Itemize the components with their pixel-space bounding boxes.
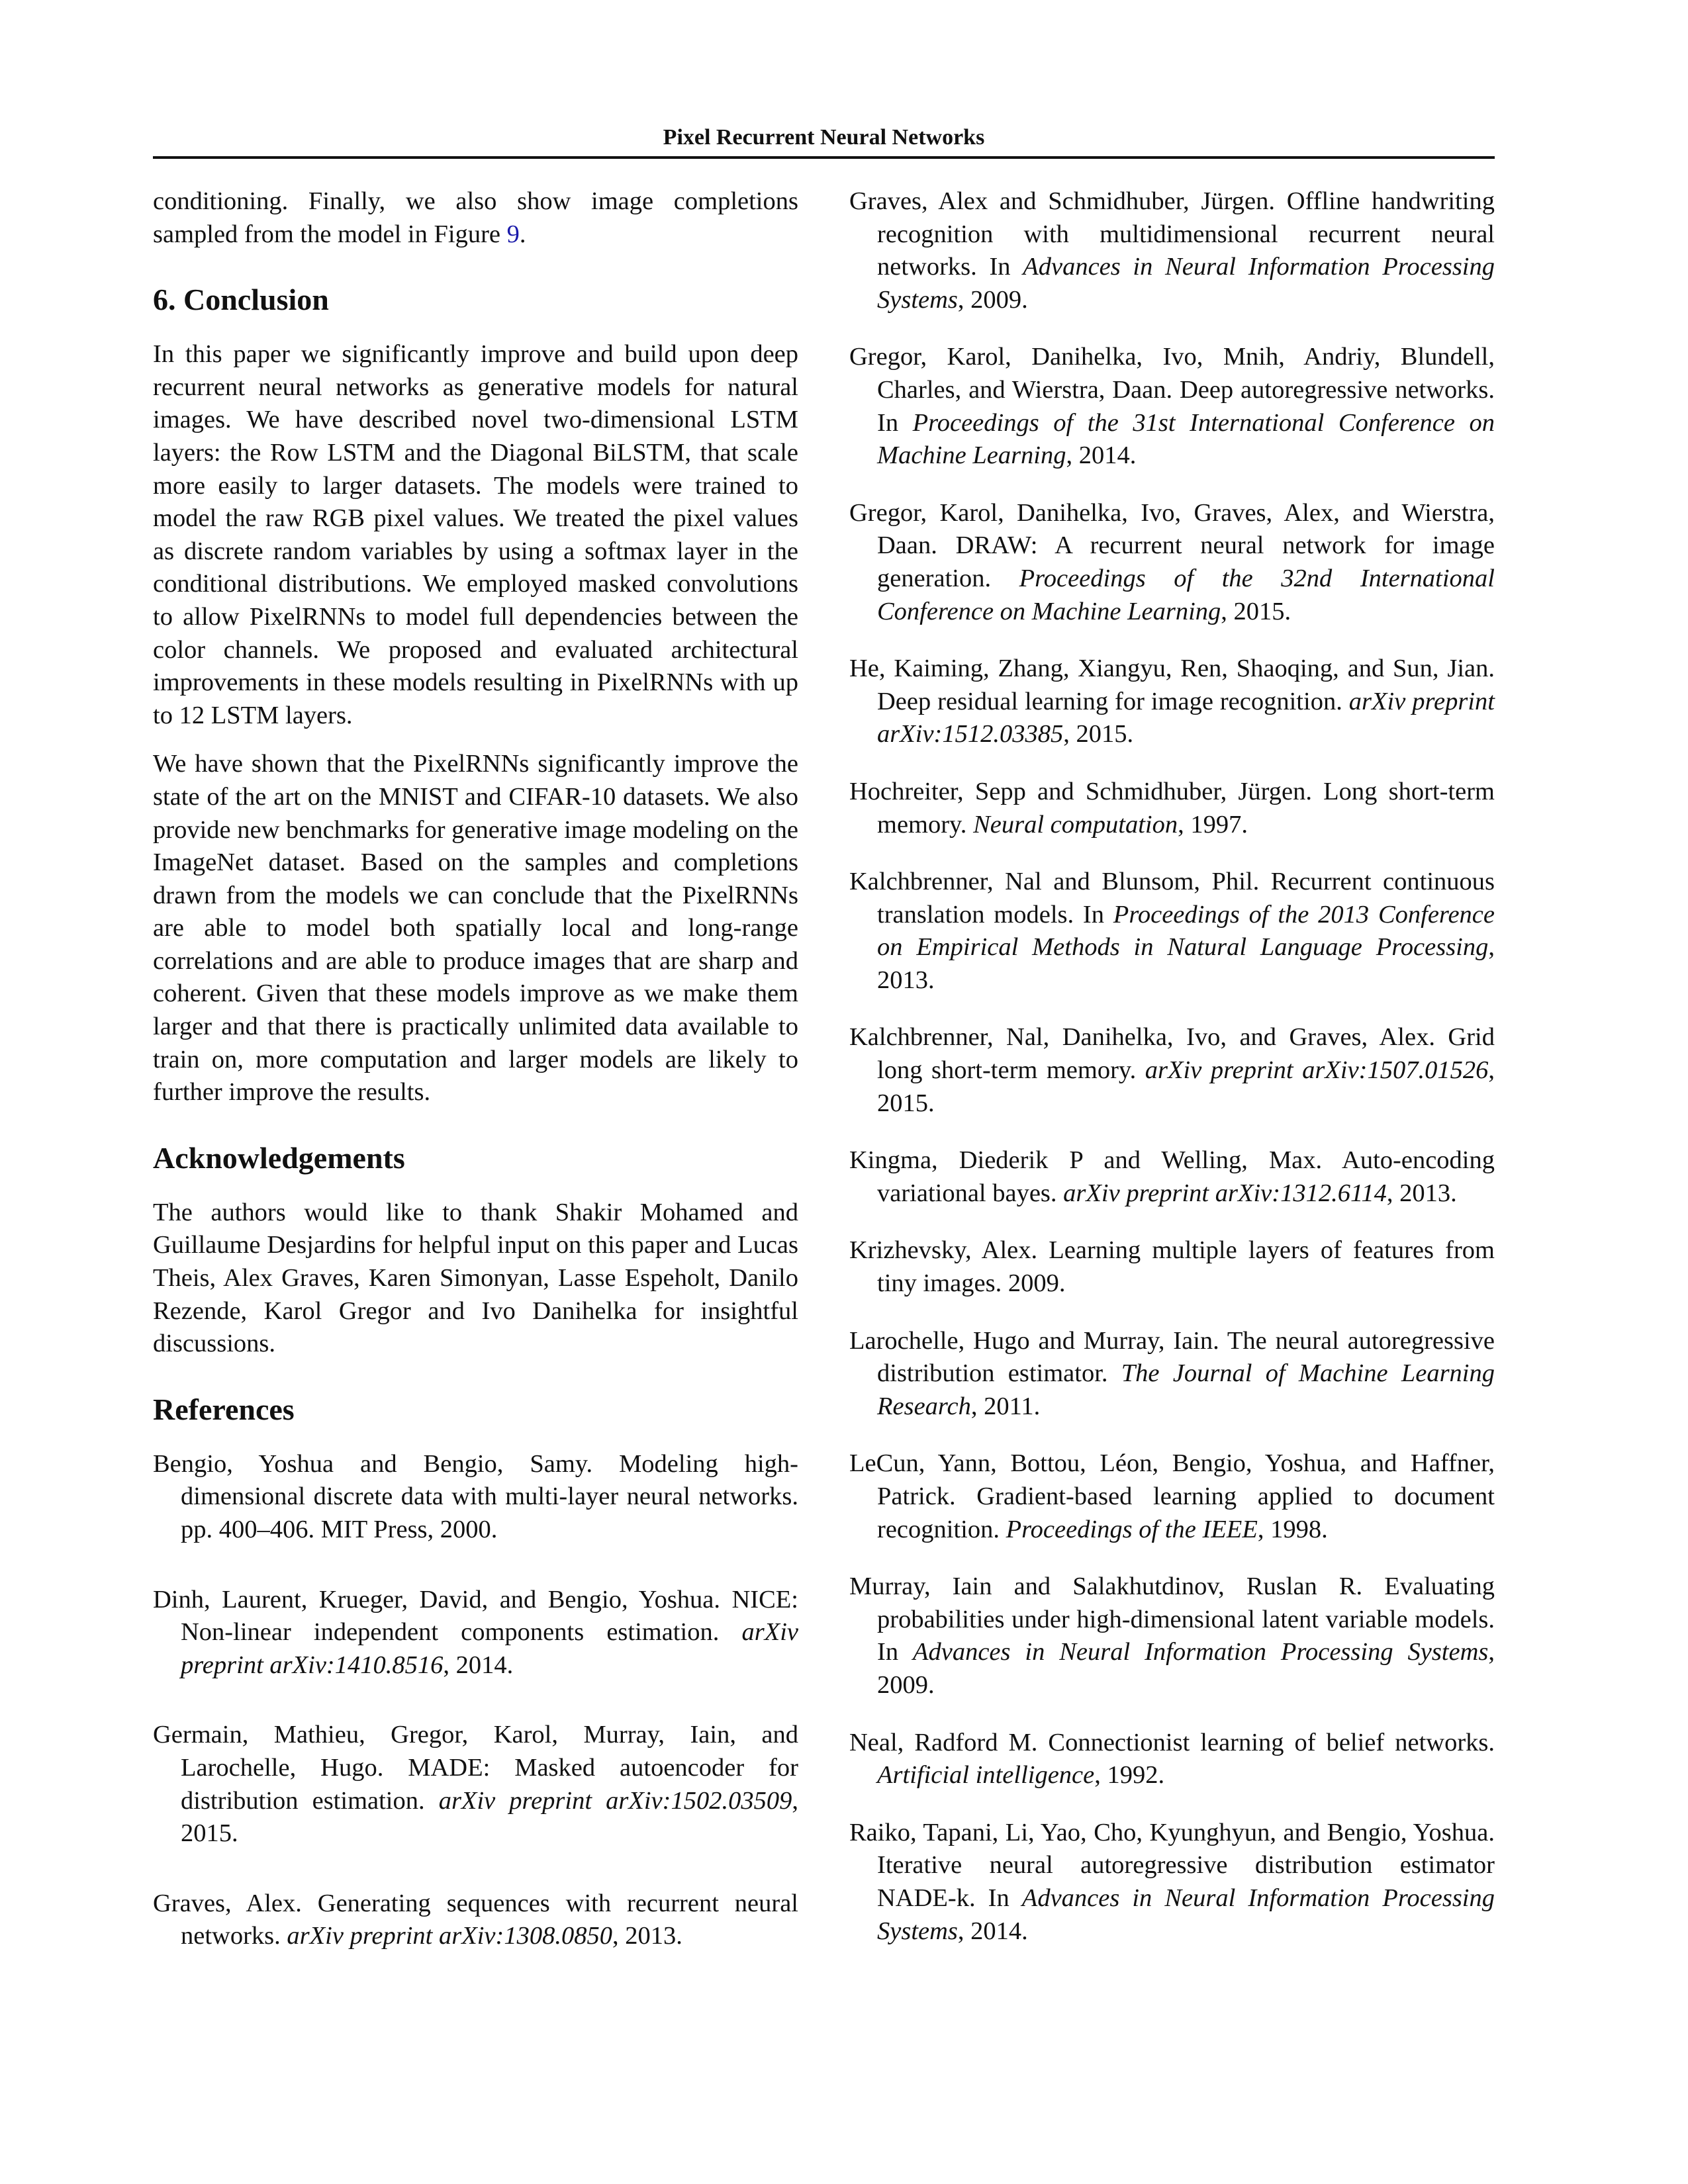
reference-tail: , 2013. (1386, 1179, 1457, 1207)
reference-tail: , 2014. (443, 1651, 514, 1679)
conclusion-paragraph: We have shown that the PixelRNNs significantly improve the state of the art on the MNIST and CIFAR-10 datasets. We also provide new benchmarks for generative image modeling on the ImageNet dataset. Based on the samples and completions drawn from the models we can conclude that the PixelRNNs are able to model both spatially local and long-range correlations and are able to produce images that are sharp and coherent. Given that these models improve as we make them larger and that there is practically unlimited data available to train on, more computation and larger models are likely to further improve the results. (153, 750, 799, 1107)
reference-tail: , 2015. (181, 1786, 798, 1848)
intro-text-end: . (519, 220, 526, 248)
reference-tail: , 2014. (1066, 441, 1137, 470)
reference-item (849, 1817, 1495, 1948)
reference-venue: Artificial intelligence (877, 1761, 1095, 1790)
reference-venue: Advances in Neural Information Processing Systems (877, 1884, 1495, 1945)
reference-item (153, 1719, 798, 1850)
reference-venue: Advances in Neural Information Processing Systems (877, 253, 1495, 314)
reference-item (849, 1325, 1495, 1424)
reference-authors: Graves, Alex and Schmidhuber, Jürgen. Offline handwriting recognition with multidimensional recurrent neural networks. In (849, 187, 1495, 281)
reference-venue: arXiv preprint arXiv:1502.03509 (438, 1786, 792, 1815)
reference-item (153, 1584, 798, 1682)
reference-tail: , 1998. (1257, 1515, 1328, 1543)
acknowledgements-heading: Acknowledgements (153, 1140, 405, 1175)
reference-item (849, 185, 1495, 316)
intro-paragraph (153, 185, 798, 251)
reference-authors: Neal, Radford M. Connectionist learning of belief networks. (849, 1728, 1495, 1756)
reference-tail: , 2011. (970, 1392, 1041, 1420)
reference-venue: arXiv preprint arXiv:1512.03385 (877, 687, 1495, 749)
reference-authors: Raiko, Tapani, Li, Yao, Cho, Kyunghyun, and Bengio, Yoshua. Iterative neural autoregressive distribution estimator NADE-k. In (849, 1818, 1495, 1912)
reference-item (849, 1447, 1495, 1546)
reference-venue: Neural computation (973, 810, 1178, 839)
reference-authors: Larochelle, Hugo and Murray, Iain. The neural autoregressive distribution estimator. (849, 1326, 1495, 1388)
reference-item (849, 1727, 1495, 1792)
header-rule (153, 156, 1495, 159)
reference-venue: arXiv preprint arXiv:1308.0850 (287, 1922, 612, 1950)
reference-authors: Kalchbrenner, Nal, Danihelka, Ivo, and Graves, Alex. Grid long short-term memory. (849, 1023, 1495, 1085)
reference-item (153, 1448, 798, 1547)
right-column (849, 185, 1495, 1972)
reference-authors: He, Kaiming, Zhang, Xiangyu, Ren, Shaoqing, and Sun, Jian. Deep residual learning for image recognition. (849, 655, 1495, 715)
conclusion-paragraph: In this paper we significantly improve and build upon deep recurrent neural networks as generative models for natural images. We have described novel two-dimensional LSTM layers: the Row LSTM and the Diagonal BiLSTM, that scale more easily to larger datasets. The models were trained to model the raw RGB pixel values. We treated the pixel values as discrete random variables by using a softmax layer in the conditional distributions. We employed masked convolutions to allow PixelRNNs to model full dependencies between the color channels. We proposed and evaluated architectural improvements in these models resulting in PixelRNNs with up to 12 LSTM layers. (153, 340, 798, 729)
reference-venue: Advances in Neural Information Processing Systems (912, 1638, 1489, 1666)
reference-venue: The Journal of Machine Learning Research (877, 1359, 1495, 1420)
reference-tail: , 1997. (1178, 810, 1248, 839)
conclusion-heading: 6. Conclusion (153, 283, 329, 317)
reference-item (849, 1234, 1495, 1300)
reference-tail: , 2009. (877, 1638, 1495, 1699)
reference-authors: Murray, Iain and Salakhutdinov, Ruslan R. Evaluating probabilities under high-dimensional latent variable models. In (849, 1572, 1495, 1666)
reference-authors: LeCun, Yann, Bottou, Léon, Bengio, Yoshua, and Haffner, Patrick. Gradient-based learning applied to document recognition. (849, 1449, 1495, 1543)
reference-tail: , 2013. (612, 1922, 682, 1950)
reference-item (849, 866, 1495, 997)
reference-item (849, 776, 1495, 841)
reference-authors: Hochreiter, Sepp and Schmidhuber, Jürgen. Long short-term memory. (849, 777, 1495, 839)
reference-authors: Krizhevsky, Alex. Learning multiple layers of features from tiny images. 2009. (849, 1236, 1495, 1298)
references-heading: References (153, 1392, 295, 1426)
figure-link[interactable]: 9 (506, 220, 520, 248)
reference-venue: arXiv preprint arXiv:1410.8516 (181, 1618, 798, 1679)
intro-text: conditioning. Finally, we also show image completions sampled from the model in Figure (153, 187, 798, 248)
reference-item (153, 1888, 798, 1953)
reference-authors: Dinh, Laurent, Krueger, David, and Bengio, Yoshua. NICE: Non-linear independent components estimation. (153, 1585, 798, 1647)
reference-tail: , 2014. (957, 1917, 1028, 1945)
reference-tail: , 2013. (877, 933, 1495, 994)
reference-item (849, 1144, 1495, 1210)
reference-authors: Graves, Alex. Generating sequences with recurrent neural networks. (153, 1889, 798, 1950)
reference-venue: Proceedings of the IEEE (1006, 1515, 1258, 1543)
reference-item (849, 497, 1495, 628)
reference-item (849, 1570, 1495, 1702)
running-header: Pixel Recurrent Neural Networks (663, 125, 985, 150)
reference-item (849, 341, 1495, 472)
reference-venue: Proceedings of the 31st International Conference on Machine Learning (877, 408, 1495, 470)
reference-authors: Kingma, Diederik P and Welling, Max. Auto-encoding variational bayes. (849, 1146, 1495, 1207)
reference-authors: Gregor, Karol, Danihelka, Ivo, Mnih, Andriy, Blundell, Charles, and Wierstra, Daan. Deep autoregressive networks. In (849, 343, 1495, 437)
reference-authors: Kalchbrenner, Nal and Blunsom, Phil. Recurrent continuous translation models. In (849, 868, 1495, 929)
reference-authors: Bengio, Yoshua and Bengio, Samy. Modeling high-dimensional discrete data with multi-layer neural networks. pp. 400–406. MIT Press, 2000. (153, 1449, 798, 1543)
reference-venue: Proceedings of the 2013 Conference on Empirical Methods in Natural Language Processing (877, 900, 1495, 962)
left-column (153, 185, 798, 1990)
reference-authors: Gregor, Karol, Danihelka, Ivo, Graves, Alex, and Wierstra, Daan. DRAW: A recurrent neural network for image generation. (849, 498, 1495, 592)
reference-item (849, 1021, 1495, 1120)
reference-tail: , 2015. (1221, 597, 1291, 625)
reference-venue: arXiv preprint arXiv:1312.6114 (1063, 1179, 1387, 1207)
reference-tail: , 2009. (957, 285, 1028, 314)
reference-venue: Proceedings of the 32nd International Conference on Machine Learning (877, 564, 1495, 625)
reference-venue: arXiv preprint arXiv:1507.01526 (1145, 1056, 1489, 1085)
acknowledgements-paragraph: The authors would like to thank Shakir Mohamed and Guillaume Desjardins for helpful input on this paper and Lucas Theis, Alex Graves, Karen Simonyan, Lasse Espeholt, Danilo Rezende, Karol Gregor and Ivo Danihelka for insightful discussions. (153, 1198, 798, 1358)
reference-authors: Germain, Mathieu, Gregor, Karol, Murray, Iain, and Larochelle, Hugo. MADE: Masked autoencoder for distribution estimation. (153, 1721, 798, 1815)
reference-tail: , 1992. (1094, 1761, 1165, 1790)
reference-tail: , 2015. (1063, 720, 1134, 749)
reference-tail: , 2015. (877, 1056, 1495, 1117)
reference-item (849, 653, 1495, 751)
